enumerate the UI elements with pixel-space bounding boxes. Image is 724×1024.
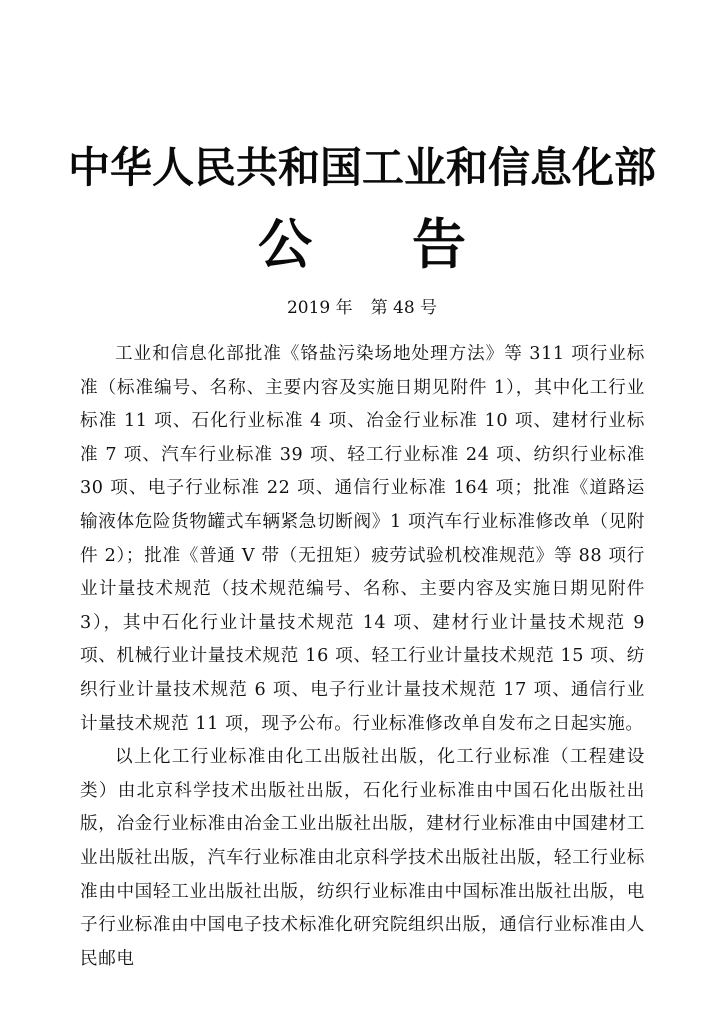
announcement-title: [0, 205, 724, 285]
document-number: [0, 296, 724, 320]
announcement-title-char-1: 公: [258, 213, 312, 276]
body-paragraph-1: 工业和信息化部批准《铬盐污染场地处理方法》等 311 项行业标准（标准编号、名称、主要内容及实施日期见附件 1），其中化工行业标准 11 项、石化行业标准 4 项、冶金行业标准 10 项、建材行业标准 7 项、汽车行业标准 39 项、轻工行业标准 24 项、纺织行业标准 30 项、电子行业标准 22 项、通信行业标准 164 项；批准《道路运输液体危险货物罐式车辆紧急切断阀》1 项汽车行业标准修改单（见附件 2）；批准《普通 V 带（无扭矩）疲劳试验机校准规范》等 88 项行业计量技术规范（技术规范编号、名称、主要内容及实施日期见附件 3），其中石化行业计量技术规范 14 项、建材行业计量技术规范 9 项、机械行业计量技术规范 16 项、轻工行业计量技术规范 15 项、纺织行业计量技术规范 6 项、电子行业计量技术规范 17 项、通信行业计量技术规范 11 项，现予公布。行业标准修改单自发布之日起实施。: [80, 344, 645, 734]
announcement-title-char-2: 告: [412, 213, 466, 276]
announcement-body: [80, 338, 645, 976]
document-issue-number: 第 48 号: [370, 298, 438, 318]
document-year: 2019 年: [286, 298, 353, 318]
body-paragraph-2: 以上化工行业标准由化工出版社出版，化工行业标准（工程建设类）由北京科学技术出版社出版，石化行业标准由中国石化出版社出版，冶金行业标准由冶金工业出版社出版，建材行业标准由中国建材工业出版社出版，汽车行业标准由北京科学技术出版社出版，轻工行业标准由中国轻工业出版社出版，纺织行业标准由中国标准出版社出版，电子行业标准由中国电子技术标准化研究院组织出版，通信行业标准由人民邮电: [80, 747, 645, 969]
issuing-organization-title: 中华人民共和国工业和信息化部: [67, 143, 656, 192]
